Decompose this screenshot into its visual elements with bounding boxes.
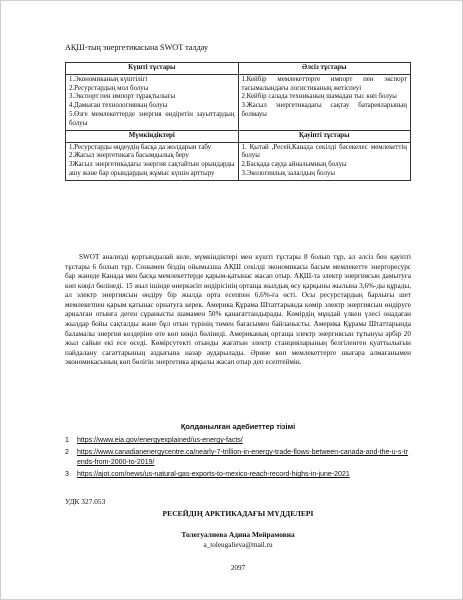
reference-item bbox=[65, 470, 411, 479]
reference-number: 2 bbox=[65, 449, 69, 457]
opportunities-header: Мүмкіндіктері bbox=[66, 130, 239, 142]
weakness-item: 3.Жасыл энергетикадағы сақтау батареяларының болмауы bbox=[241, 102, 407, 119]
references-heading: Қолданылған әдебиеттер тізімі bbox=[180, 422, 296, 431]
swot-header-row-top bbox=[66, 63, 411, 75]
strength-item: 2.Ресурстардың мол болуы bbox=[69, 84, 149, 92]
opportunity-item: 2.Жасыл энергетикаға басымдылық беру bbox=[69, 152, 189, 160]
threats-cell bbox=[238, 142, 411, 180]
threats-header: Қауіпті тұстары bbox=[238, 130, 411, 142]
page-number: 2097 bbox=[230, 564, 246, 572]
strength-item: 1.Экономиканың күштілігі bbox=[69, 75, 148, 83]
weaknesses-cell bbox=[238, 74, 411, 130]
reference-link[interactable]: https://www.canadianenergycentre.ca/nearly-7-trillion-in-energy-trade-flows-between-canada-and-the-u-s-trends-from-2000-to-2019/ bbox=[77, 449, 409, 466]
strength-item: 3.Экспорт пен импорт тұрақтылығы bbox=[69, 93, 176, 101]
strengths-header: Күшті тұстары bbox=[66, 63, 239, 75]
strength-item: 5.Өзге мемлекеттерде энергия өндіретін зауыттардың болуы bbox=[69, 111, 235, 127]
weaknesses-header: Әлсіз тұстары bbox=[238, 63, 411, 75]
reference-number: 3 bbox=[65, 471, 69, 479]
table-title: АҚШ-тың энергетикасына SWOT талдау bbox=[65, 43, 209, 52]
udk-code: УДК 327.053 bbox=[65, 497, 106, 506]
opportunities-cell bbox=[66, 142, 239, 180]
author-name: Толегуалиева Адина Мейрамовна bbox=[181, 530, 295, 539]
reference-item bbox=[65, 448, 411, 467]
reference-link[interactable]: https://ajot.com/news/us-natural-gas-exports-to-mexico-reach-record-highs-in-june-2021 bbox=[77, 471, 350, 479]
weakness-item: 2.Кейбір салада техниканың шамадан тыс көп болуы bbox=[241, 93, 397, 101]
body-paragraph: SWOT анализді қортындылай келе, мүмкіндіктері мен күшті тұстары 8 болып тұр, ал әлсіз бен қауіпті тұстары 6 болып тұр. Сонымен біздің ойымызша АҚШ секілді экономикасы басым мемлекетте энергоресурс бар жәнеде Канада мен басқа мемлекеттерде қарым-қатынас жасап отыр. АҚШ-та электр энергиясын дамытуға көп көңіл бөлінеді. 15 жыл ішінде өнеркәсіп өндірісінің ортаща жылдық өсу қарқыны жылына 3,6%-ды құрады, ал электр энергиясын өндіру бір жылда орта есеппен 6,6%-ға өсті. Осы ресурстардың барлығы шет мемлекетпен қарым қатынас орнатуға керек. Америка Құрама Штаттарында көмір электр энергиясын өндіруге арналған отынға деген сұранысты шамамен 50% қанағаттандырады. Көмірдің мұндай үлкен үлесі онадаған жылдар бойы сақталды және бұл отын түрінің төмен бағасымен байланысты. Америка Құрама Штаттарында баламалы энергия көздеріне өте көп көңіл бөлінеді. Американың ортаща электр энергиясын тұтынуы әрбір 20 жыл сайын екі есе өседі. Көмірсутекті отынды жағатын электр станцияларының белгіленген қуаттылығын пайдалану сағаттарының аздығына назар аударылады. Әрине көп мемлекеттерге шығара алмағанымен экономикасының көп бөлігін энергетика арқылы жасап отыр деп есептеймін. bbox=[65, 253, 411, 367]
threat-item: 3.Экологиялық залалдың болуы bbox=[241, 170, 336, 178]
author-email[interactable]: a_toleugalieva@mail.ru bbox=[203, 541, 273, 549]
strength-item: 4.Дамыған технологияның болуы bbox=[69, 102, 168, 110]
swot-content-row-top bbox=[66, 74, 411, 130]
swot-header-row-bottom bbox=[66, 130, 411, 142]
opportunity-item: 3Жасыл энергетикадағы энергия сақтайтын орындарды ашу және бар орындардың жұмыс күшін арттыру bbox=[69, 161, 235, 178]
threat-item: 2.Басқада сауда айналымның болуы bbox=[241, 161, 347, 169]
reference-link[interactable]: https://www.eia.gov/energyexplained/us-energy-facts/ bbox=[77, 437, 243, 444]
references-list bbox=[65, 436, 411, 483]
swot-table bbox=[65, 62, 411, 181]
weakness-item: 1.Кейбір мемлекеттерге импорт пен экспорт тасымалындағы логистиканың жетіспеуі bbox=[241, 75, 407, 92]
opportunity-item: 1.Ресурстарды өңдеудің басқа да жолдарын табу bbox=[69, 143, 212, 151]
strengths-cell bbox=[66, 74, 239, 130]
reference-item bbox=[65, 436, 411, 445]
threat-item: 1. Қытай ,Ресей,Канада секілді бәсекелес мемлекеттің болуы bbox=[241, 143, 407, 160]
article-title: РЕСЕЙДІҢ АРКТИКАДАҒЫ МҮДДЕЛЕРІ bbox=[162, 509, 314, 518]
reference-number: 1 bbox=[65, 437, 69, 444]
swot-content-row-bottom bbox=[66, 142, 411, 180]
